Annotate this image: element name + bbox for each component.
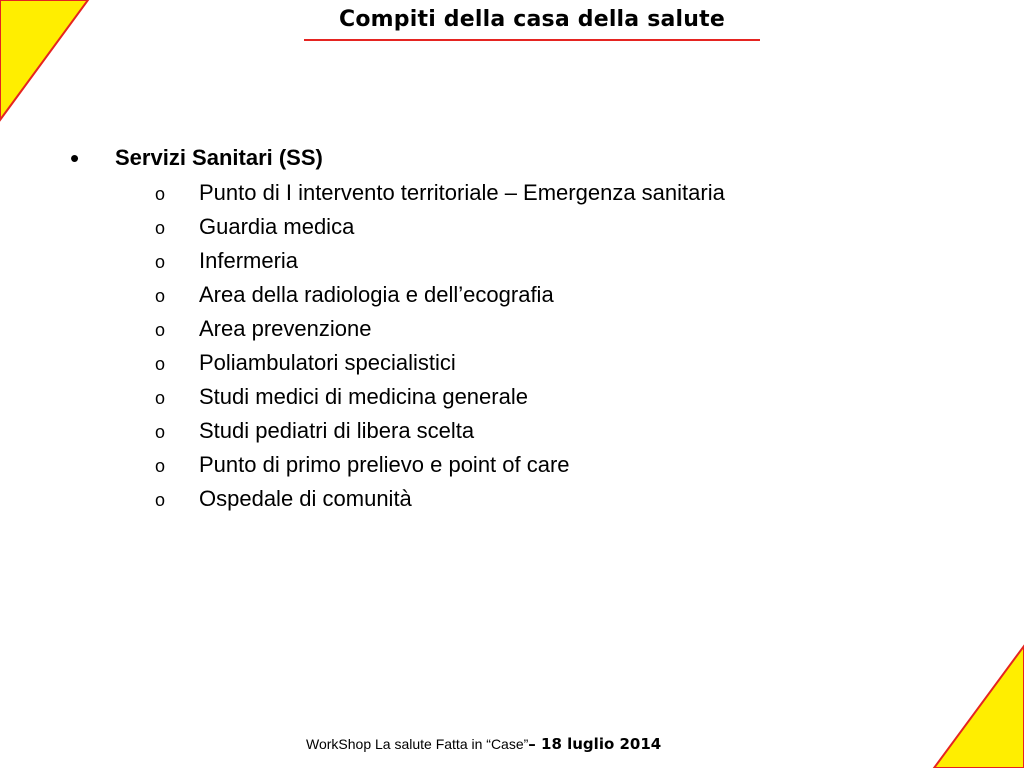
list-item-text: Studi medici di medicina generale <box>199 384 528 409</box>
list-item-text: Infermeria <box>199 248 299 273</box>
corner-triangle-bottom-right <box>934 646 1024 768</box>
circle-bullet-icon: o <box>155 252 166 272</box>
circle-bullet-icon: o <box>155 422 166 442</box>
footer-date: – 18 luglio 2014 <box>528 735 662 753</box>
circle-bullet-icon: o <box>155 354 166 374</box>
list-item-text: Punto di I intervento territoriale – Emergenza sanitaria <box>199 180 725 205</box>
section-heading: Servizi Sanitari (SS) <box>115 145 323 170</box>
circle-bullet-icon: o <box>155 286 166 306</box>
list-item-text: Ospedale di comunità <box>199 486 412 511</box>
list-item-text: Area prevenzione <box>199 316 372 341</box>
list-item-text: Guardia medica <box>199 214 355 239</box>
circle-bullet-icon: o <box>155 490 166 510</box>
footer <box>306 735 661 754</box>
circle-bullet-icon: o <box>155 320 166 340</box>
circle-bullet-icon: o <box>155 388 166 408</box>
footer-event-name: WorkShop La salute Fatta in “Case” <box>306 736 529 752</box>
title-underline <box>304 39 760 41</box>
circle-bullet-icon: o <box>155 456 166 476</box>
list-item-text: Poliambulatori specialistici <box>199 350 456 375</box>
bullet-dot-icon: • <box>70 143 80 173</box>
circle-bullet-icon: o <box>155 218 166 238</box>
list-item-text: Punto di primo prelievo e point of care <box>199 452 570 477</box>
corner-decoration-bottom-right <box>932 644 1024 768</box>
list-item-text: Studi pediatri di libera scelta <box>199 418 475 443</box>
list-item-text: Area della radiologia e dell’ecografia <box>199 282 554 307</box>
circle-bullet-icon: o <box>155 184 166 204</box>
slide-title: Compiti della casa della salute <box>339 7 725 32</box>
